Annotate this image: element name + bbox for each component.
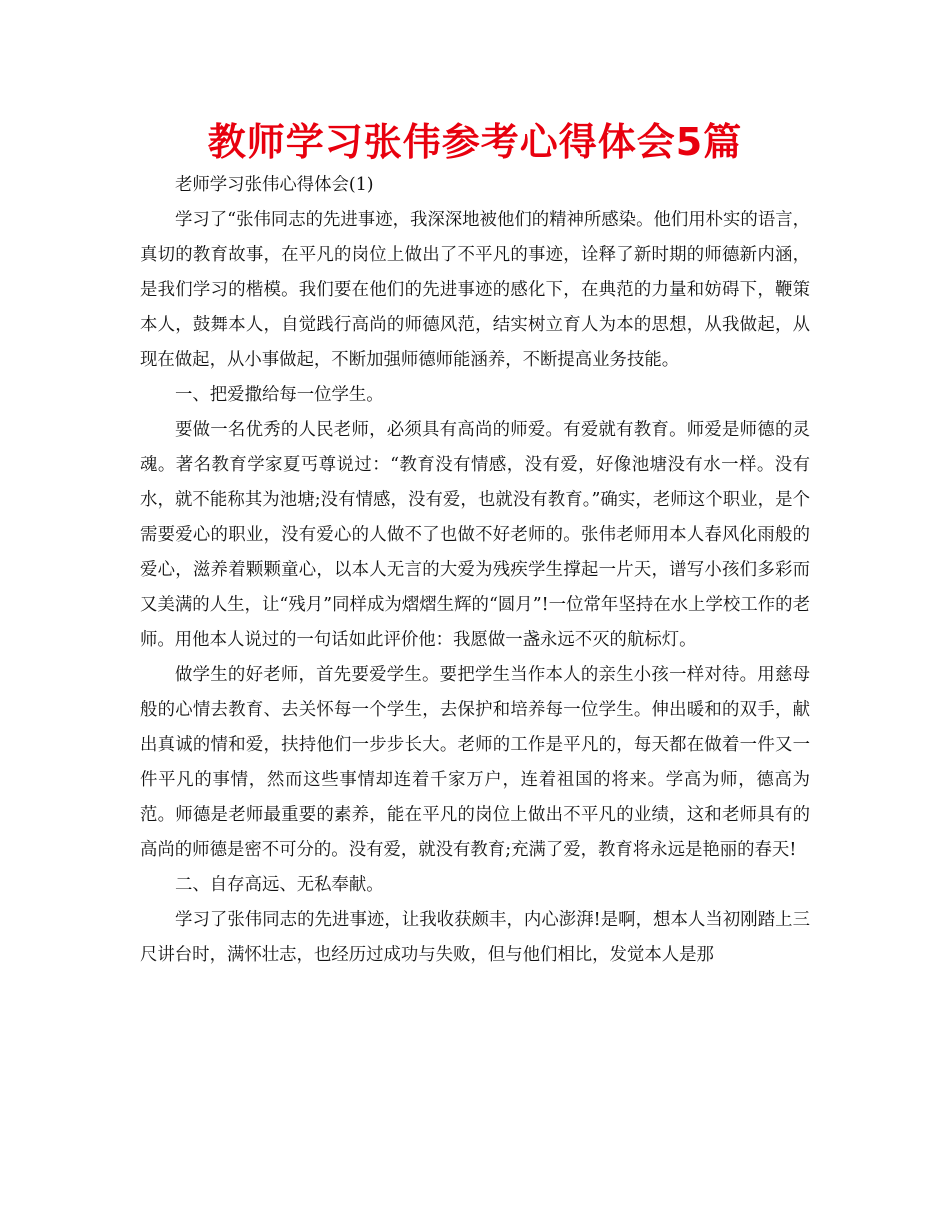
paragraph: 学习了“张伟同志的先进事迹，我深深地被他们的精神所感染。他们用朴实的语言，真切的教育故事，在平凡的岗位上做出了不平凡的事迹，诠释了新时期的师德新内涵，是我们学习的楷模。我们要在他们的先进事迹的感化下，在典范的力量和妨碍下，鞭策本人，鼓舞本人，自觉践行高尚的师德风范，结实树立育人为本的思想，从我做起，从现在做起，从小事做起，不断加强师德师能涵养，不断提高业务技能。	[140, 210, 810, 370]
paragraph: 做学生的好老师，首先要爱学生。要把学生当作本人的亲生小孩一样对待。用慈母般的心情去教育、去关怀每一个学生，去保护和培养每一位学生。伸出暖和的双手，献出真诚的情和爱，扶持他们一步步长大。老师的工作是平凡的，每天都在做着一件又一件平凡的事情，然而这些事情却连着千家万户，连着祖国的将来。学高为师，德高为范。师德是老师最重要的素养，能在平凡的岗位上做出不平凡的业绩，这和老师具有的高尚的师德是密不可分的。没有爱，就没有教育;充满了爱，教育将永远是艳丽的春天!	[140, 665, 810, 860]
document-subtitle: 老师学习张伟心得体会(1)	[175, 175, 374, 195]
document-body	[140, 168, 810, 973]
section-heading: 二、自存高远、无私奉献。	[175, 875, 384, 895]
document-title: 教师学习张伟参考心得体会5篇	[207, 120, 743, 164]
paragraph: 学习了张伟同志的先进事迹，让我收获颇丰，内心澎湃!是啊，想本人当初刚踏上三尺讲台时，满怀壮志，也经历过成功与失败，但与他们相比，发觉本人是那	[140, 910, 810, 965]
paragraph: 要做一名优秀的人民老师，必须具有高尚的师爱。有爱就有教育。师爱是师德的灵魂。著名教育学家夏丐尊说过：“教育没有情感，没有爱，好像池塘没有水一样。没有水，就不能称其为池塘;没有情感，没有爱，也就没有教育。”确实，老师这个职业，是个需要爱心的职业，没有爱心的人做不了也做不好老师的。张伟老师用本人春风化雨般的爱心，滋养着颗颗童心，以本人无言的大爱为残疾学生撑起一片天，谱写小孩们多彩而又美满的人生，让“残月”同样成为熠熠生辉的“圆月”!一位常年坚持在水上学校工作的老师。用他本人说过的一句话如此评价他：我愿做一盏永远不灭的航标灯。	[140, 420, 810, 650]
section-heading: 一、把爱撒给每一位学生。	[175, 385, 384, 405]
